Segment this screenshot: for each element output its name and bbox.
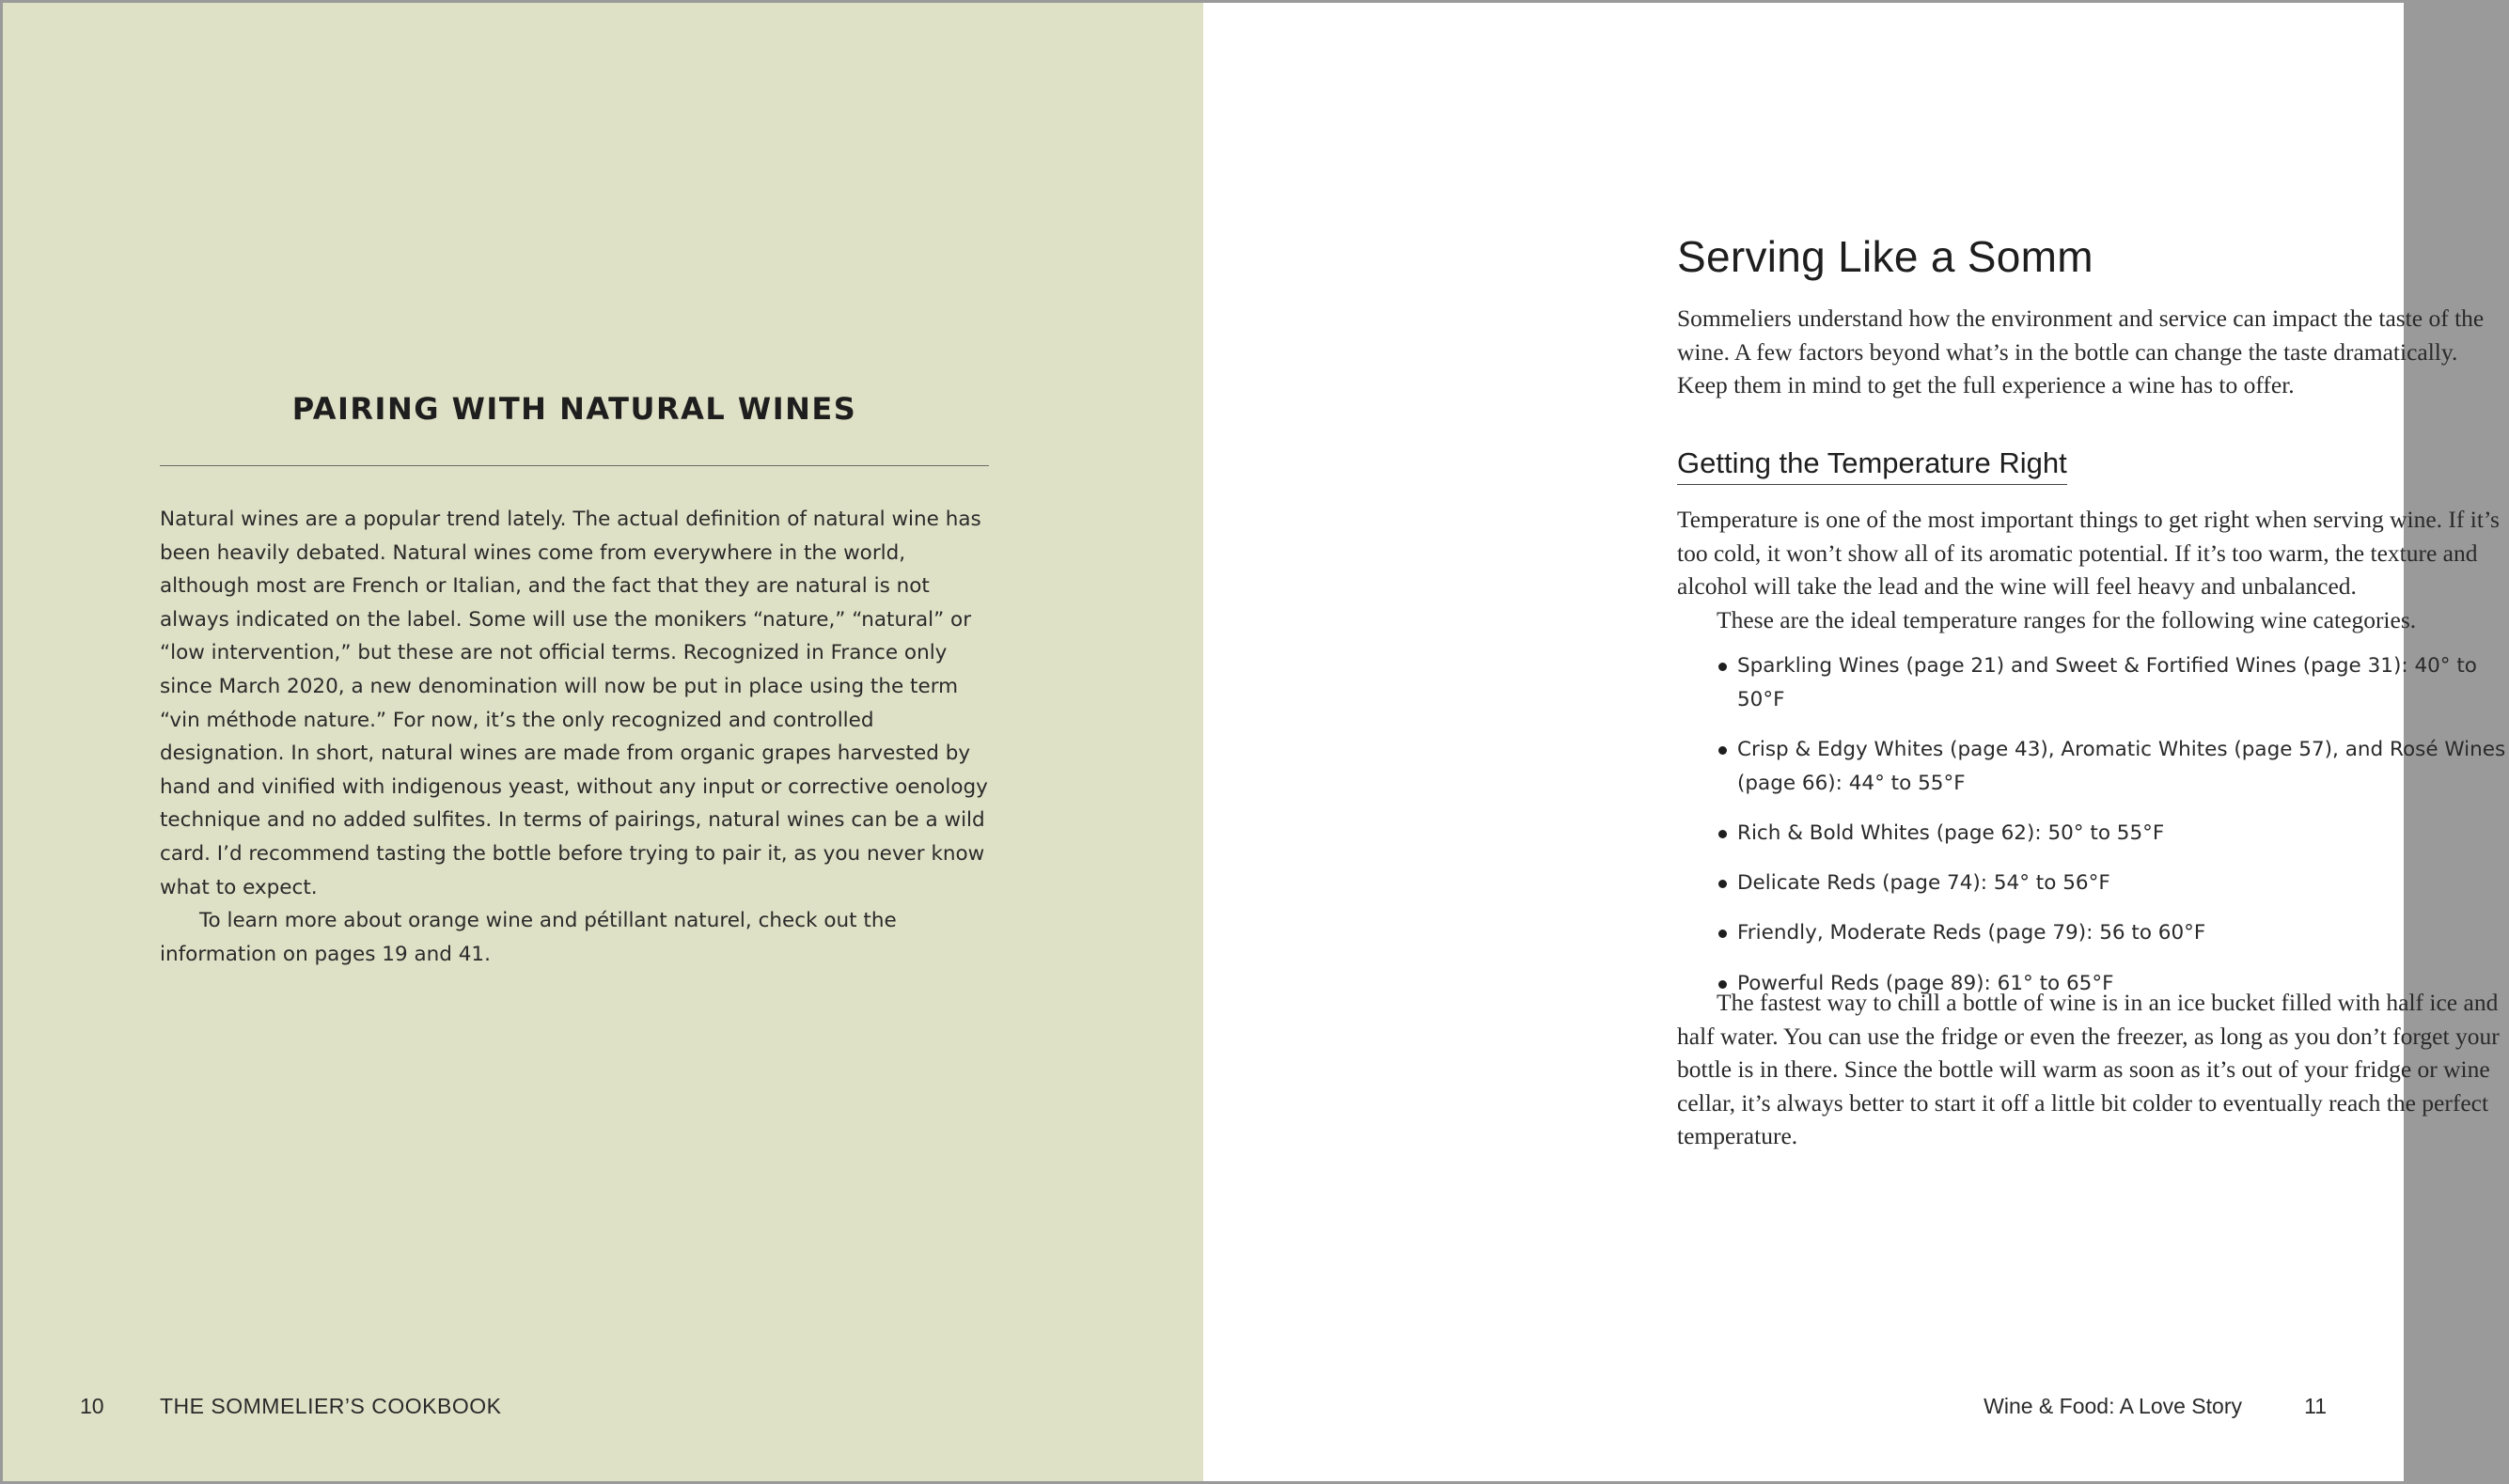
chill-paragraph: The fastest way to chill a bottle of wine is in an ice bucket filled with half ice and half water. You can use the fridge or even the freezer, as long as you don’t forget your bottle is in there. Since the bottle will warm as soon as it’s out of your fridge or wine cellar, it’s always better to start it off a little bit colder to eventually reach the perfect temperature. <box>1677 989 2500 1150</box>
list-item <box>1677 649 2509 716</box>
list-item <box>1677 867 2509 900</box>
temperature-list <box>1677 649 2509 1000</box>
list-item-text: Delicate Reds (page 74): 54° to 56°F <box>1737 871 2110 896</box>
list-item <box>1677 817 2509 851</box>
sidebar-paragraph: To learn more about orange wine and pétillant naturel, check out the information on pages 19 and 41. <box>160 909 897 966</box>
intro-paragraph: Sommeliers understand how the environment and service can impact the taste of the wine. A few factors beyond what’s in the bottle can change the taste dramatically. Keep them in mind to get the full experience a wine has to offer. <box>1677 305 2485 399</box>
sidebar-body <box>160 503 992 971</box>
bullet-icon <box>1718 663 1727 671</box>
left-page <box>3 3 1203 1481</box>
list-item <box>1677 916 2509 950</box>
section-heading: Serving Like a Somm <box>1677 232 2093 281</box>
bullet-icon <box>1718 880 1727 888</box>
book-spread <box>3 3 2506 1481</box>
running-title-left: THE SOMMELIER’S COOKBOOK <box>160 1394 502 1418</box>
right-page <box>1203 3 2506 1481</box>
list-item-text: Crisp & Edgy Whites (page 43), Aromatic Whites (page 57), and Rosé Wines (page 66): 44° to 55°F <box>1737 738 2506 795</box>
page-number-left: 10 <box>80 1394 104 1418</box>
running-title-right: Wine & Food: A Love Story <box>1984 1394 2242 1418</box>
page-number-right: 11 <box>2304 1394 2327 1418</box>
subheading: Getting the Temperature Right <box>1677 446 2067 485</box>
list-item <box>1677 733 2509 800</box>
bullet-icon <box>1718 746 1727 755</box>
list-item-text: Rich & Bold Whites (page 62): 50° to 55°F <box>1737 820 2165 845</box>
bullet-icon <box>1718 929 1727 938</box>
sidebar-title: PAIRING WITH NATURAL WINES <box>291 391 857 427</box>
sidebar-divider <box>160 465 989 466</box>
list-item-text: Sparkling Wines (page 21) and Sweet & Fortified Wines (page 31): 40° to 50°F <box>1737 654 2477 711</box>
ranges-intro: These are the ideal temperature ranges for the following wine categories. <box>1717 605 2417 633</box>
list-item-text: Friendly, Moderate Reds (page 79): 56 to 60°F <box>1737 921 2206 945</box>
list-item-text: Powerful Reds (page 89): 61° to 65°F <box>1737 971 2114 995</box>
temperature-section <box>1677 503 2509 1017</box>
temperature-paragraph: Temperature is one of the most important things to get right when serving wine. If it’s too cold, it won’t show all of its aromatic potential. If it’s too warm, the texture and alcohol will take the lead and the wine will feel heavy and unbalanced. <box>1677 506 2500 601</box>
bullet-icon <box>1718 830 1727 838</box>
sidebar-paragraph: Natural wines are a popular trend lately. The actual definition of natural wine has been heavily debated. Natural wines come from everywhere in the world, although most are French or Italian, and the fact that they are natural is not always indicated on the label. Some will use the monikers “nature,” “natural” or “low intervention,” but these are not official terms. Recognized in France only since March 2020, a new denomination will now be put in place using the term “vin méthode nature.” For now, it’s the only recognized and controlled designation. In short, natural wines are made from organic grapes harvested by hand and vinified with indigenous yeast, without any input or corrective oenology technique and no added sulfites. In terms of pairings, natural wines can be a wild card. I’d recommend tasting the bottle before trying to pair it, as you never know what to expect. <box>160 508 988 899</box>
